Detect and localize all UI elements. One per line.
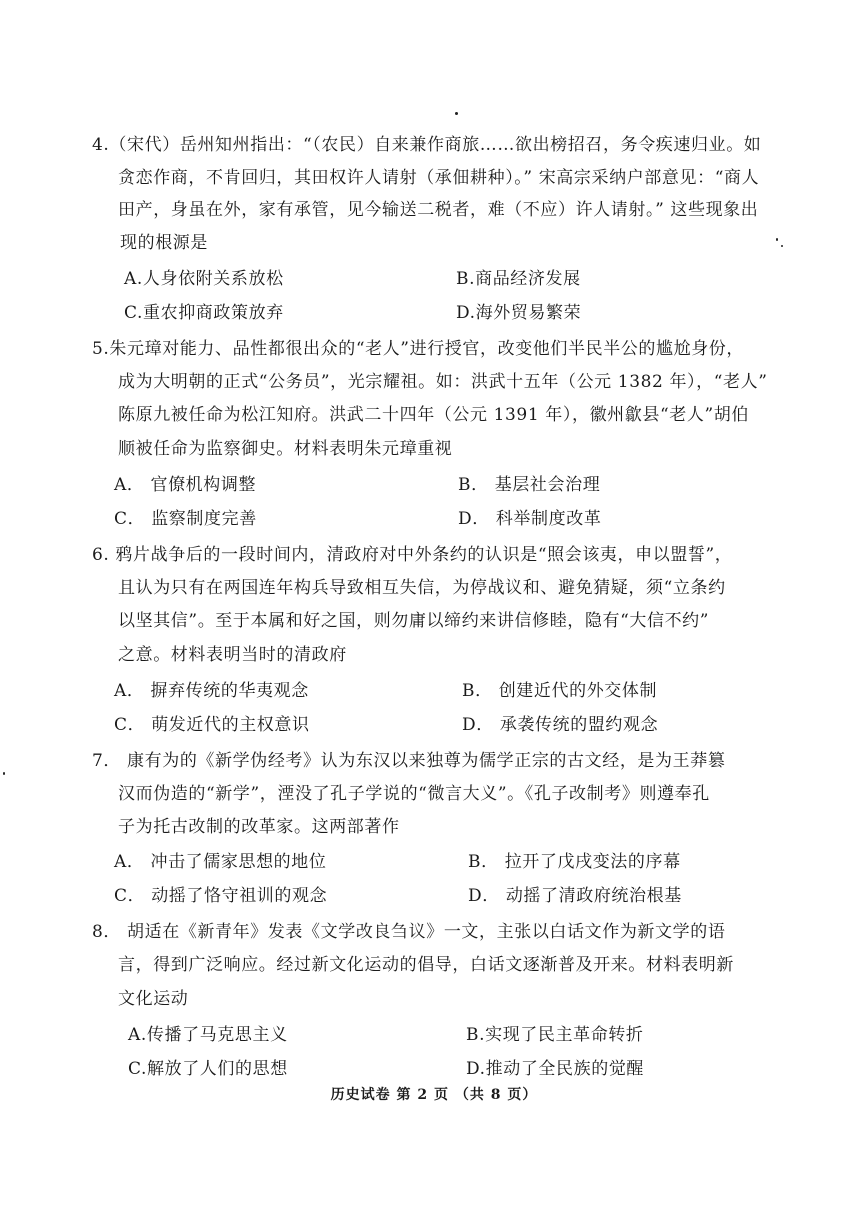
- scan-speck: [776, 238, 778, 241]
- page-footer: 历史试卷 第 2 页 （共 8 页）: [330, 1087, 538, 1103]
- option-d: D． 科举制度改革: [458, 509, 602, 529]
- option-b: B． 基层社会治理: [458, 475, 601, 495]
- option-a: A． 冲击了儒家思想的地位: [114, 852, 327, 872]
- question-text: 且认为只有在两国连年构兵导致相互失信，为停战议和、避免猜疑，须“立条约: [118, 578, 726, 598]
- question-text: 子为托古改制的改革家。这两部著作: [118, 817, 400, 837]
- option-c: C． 萌发近代的主权意识: [114, 715, 310, 735]
- question-text: 文化运动: [118, 989, 189, 1009]
- option-a: A.人身依附关系放松: [124, 269, 284, 289]
- option-b: B． 拉开了戊戌变法的序幕: [468, 852, 681, 872]
- question-text: 田产，身虽在外，家有承管，见今输送二税者，难（不应）许人请射。” 这些现象出: [118, 200, 759, 220]
- question-text: 顺被任命为监察御史。材料表明朱元璋重视: [118, 439, 453, 459]
- option-a: A.传播了马克思主义: [128, 1025, 288, 1045]
- question-text: 之意。材料表明当时的清政府: [118, 645, 347, 665]
- question-text: 以坚其信”。至于本属和好之国，则勿庸以缔约来讲信修睦，隐有“大信不约”: [118, 611, 710, 631]
- option-d: D． 动摇了清政府统治根基: [468, 886, 682, 906]
- question-text: 陈原九被任命为松江知府。洪武二十四年（公元 1391 年），徽州歙县“老人”胡伯: [118, 405, 749, 425]
- question-text: 现的根源是: [120, 233, 208, 253]
- question-text: 言，得到广泛响应。经过新文化运动的倡导，白话文逐渐普及开来。材料表明新: [118, 955, 734, 975]
- option-a: A． 摒弃传统的华夷观念: [114, 681, 309, 701]
- option-d: D． 承袭传统的盟约观念: [462, 715, 659, 735]
- question-text: 5.朱元璋对能力、品性都很出众的“老人”进行授官，改变他们半民半公的尴尬身份，: [92, 339, 744, 359]
- option-c: C.解放了人们的思想: [128, 1059, 288, 1079]
- option-b: B.商品经济发展: [456, 269, 581, 289]
- question-text: 贪恋作商，不肯回归，其田权许人请射（承佃耕种）。” 宋高宗采纳户部意见：“商人: [118, 168, 760, 188]
- option-c: C． 动摇了恪守祖训的观念: [114, 886, 328, 906]
- option-c: C． 监察制度完善: [114, 509, 257, 529]
- scan-speck: [781, 245, 783, 247]
- question-text: 4.（宋代）岳州知州指出：“（农民）自来兼作商旅……欲出榜招召，务令疾速归业。如: [92, 135, 762, 155]
- question-text: 7． 康有为的《新学伪经考》认为东汉以来独尊为儒学正宗的古文经，是为王莽篡: [92, 751, 726, 771]
- option-d: D.推动了全民族的觉醒: [466, 1059, 645, 1079]
- option-d: D.海外贸易繁荣: [456, 303, 582, 323]
- question-text: 8． 胡适在《新青年》发表《文学改良刍议》一文，主张以白话文作为新文学的语: [92, 922, 726, 942]
- option-b: B． 创建近代的外交体制: [462, 681, 658, 701]
- option-b: B.实现了民主革命转折: [466, 1025, 644, 1045]
- scan-speck: [3, 772, 5, 775]
- question-text: 汉而伪造的“新学”，湮没了孔子学说的“微言大义”。《孔子改制考》则遵奉孔: [118, 784, 710, 804]
- question-text: 6. 鸦片战争后的一段时间内，清政府对中外条约的认识是“照会该夷，申以盟誓”，: [92, 545, 733, 565]
- option-a: A． 官僚机构调整: [114, 475, 257, 495]
- question-text: 成为大明朝的正式“公务员”，光宗耀祖。如：洪武十五年（公元 1382 年），“老人”: [118, 372, 768, 392]
- option-c: C.重农抑商政策放弃: [124, 303, 284, 323]
- scan-speck: [455, 112, 458, 115]
